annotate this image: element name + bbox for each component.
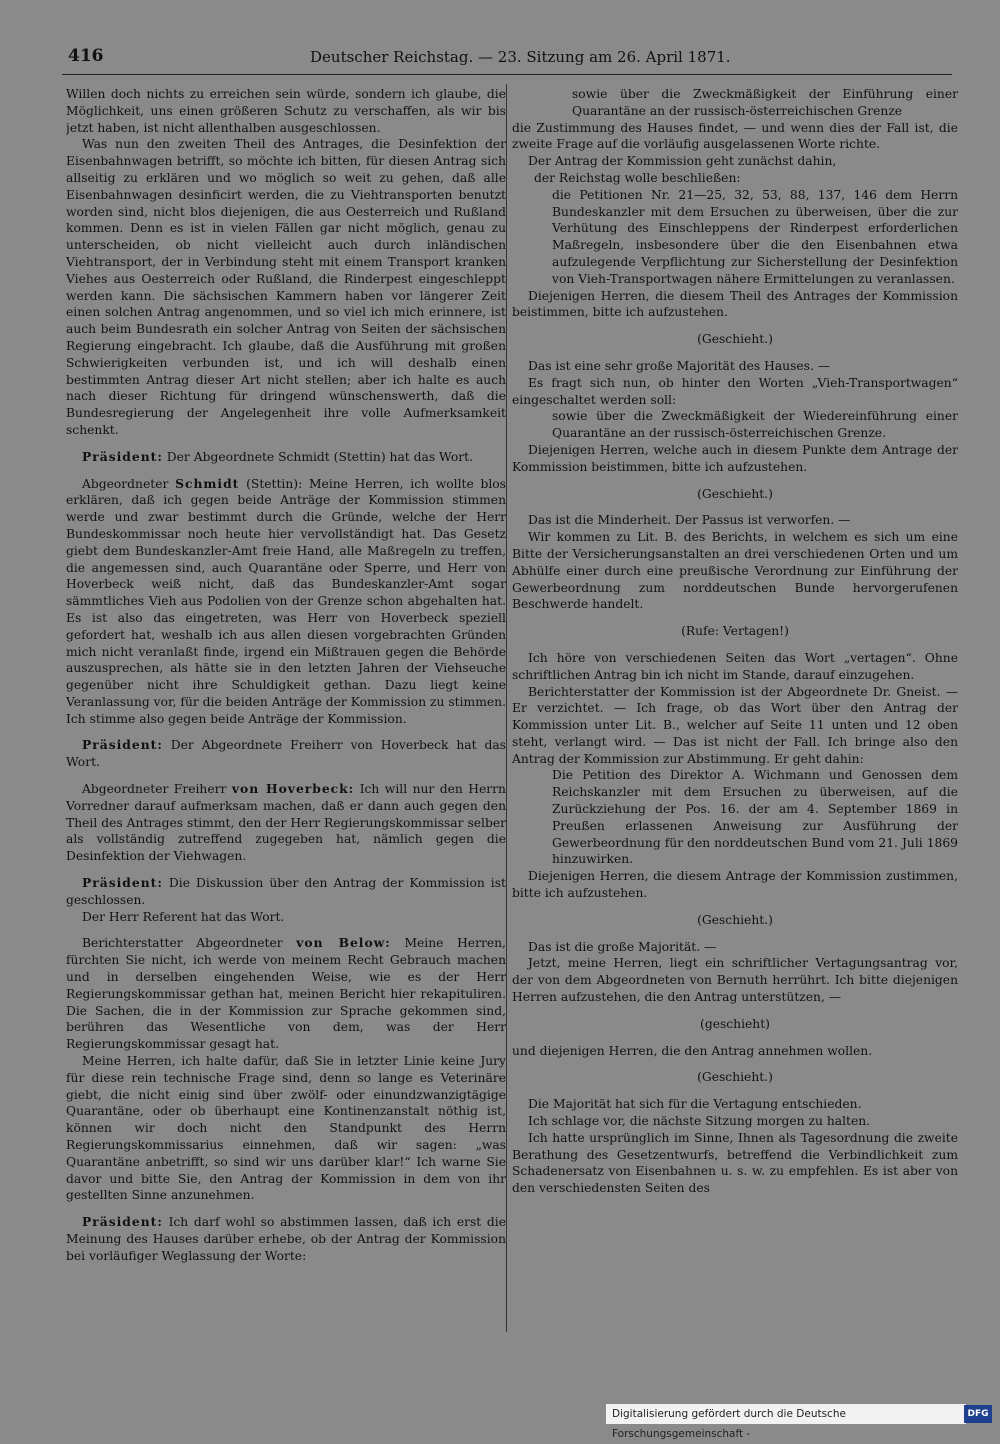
paragraph: Ich höre von verschiedenen Seiten das Wort „vertagen“. Ohne schriftlichen Antrag bin ich nicht im Stande, darauf einzugehen. <box>512 650 958 682</box>
paragraph: Was nun den zweiten Theil des Antrages, die Desinfektion der Eisenbahnwagen betrifft, so möchte ich bitten, für diesen Antrag sich allseitig zu erklären und wo möglich so weit zu gehen, daß alle Eisenbahnwagen desinficirt werden, die zu Viehtransporten benutzt worden sind, nicht blos diejenigen, die aus Oesterreich und Rußland kommen. Denn es ist in vielen Fällen gar nicht möglich, genau zu unterscheiden, ob nicht vielleicht auch durch inländischen Viehtransport, der in Verbindung steht mit einem Transport kranken Viehes aus Oesterreich oder Rußland, die Rinderpest eingeschleppt werden kann. Die sächsischen Kammern haben vor längerer Zeit einen solchen Antrag angenommen, und so viel ich mich erinnere, ist auch beim Bundesrath ein solcher Antrag von Seiten der sächsischen Regierung eingebracht. Ich glaube, daß die Ausführung mit großen Schwierigkeiten verbunden ist, und ich will deshalb einen bestimmten Antrag dieser Art nicht stellen; aber ich halte es auch nach dieser Richtung für dringend wünschenswerth, daß die Bundesregierung der Angelegenheit ihre volle Aufmerksamkeit schenkt. <box>66 137 506 437</box>
paragraph: Meine Herren, ich halte dafür, daß Sie in letzter Linie keine Jury für diese rein technische Frage sind, denn so lange es Veterinäre giebt, die nicht einig sind über zwölf- oder einundzwanzigtägige Quarantäne, oder ob überhaupt eine Kontinenzanstalt nöthig ist, können wir doch nicht den Standpunkt des Herrn Regierungskommissarius einnehmen, daß wir sagen: „was Quarantäne anbetrifft, so sind wir uns darüber klar!“ Ich warne Sie davor und bitte Sie, den Antrag der Kommission in dem von ihr gestellten Sinne anzunehmen. <box>66 1054 506 1203</box>
speaker-name: von Hoverbeck: <box>231 781 355 797</box>
paragraph: der Reichstag wolle beschließen: <box>534 170 741 185</box>
paragraph: Präsident: Der Abgeordnete Schmidt (Stettin) hat das Wort. <box>82 448 473 464</box>
paragraph: Willen doch nichts zu erreichen sein würde, sondern ich glaube, die Möglichkeit, uns einen größeren Schutz zu verschaffen, als wir bis jetzt haben, ist nicht allenthalben ausgeschlossen. <box>66 87 506 135</box>
paragraph: und diejenigen Herren, die den Antrag annehmen wollen. <box>512 1043 873 1058</box>
quoted-motion: sowie über die Zweckmäßigkeit der Wiedereinführung einer Quarantäne an der russisch-österreichischen Grenze. <box>552 409 958 441</box>
paragraph: Der Herr Referent hat das Wort. <box>82 909 285 924</box>
stage-direction: (Geschieht.) <box>697 912 773 927</box>
paragraph: Diejenigen Herren, die diesem Theil des Antrages der Kommission beistimmen, bitte ich aufzustehen. <box>512 288 958 320</box>
left-column <box>66 86 506 1336</box>
paragraph: Ich hatte ursprünglich im Sinne, Ihnen als Tagesordnung die zweite Berathung des Gesetzentwurfs, betreffend die Verbindlichkeit zum Schadenersatz von Eisenbahnen u. s. w. zu empfehlen. Es ist aber von den verschiedensten Seiten des <box>512 1130 958 1196</box>
paragraph: Die Majorität hat sich für die Vertagung entschieden. <box>528 1097 862 1112</box>
stage-direction: (Geschieht.) <box>697 332 773 347</box>
paragraph: Präsident: Ich darf wohl so abstimmen lassen, daß ich erst die Meinung des Hauses darüber erhebe, ob der Antrag der Kommission bei vorläufiger Weglassung der Worte: <box>66 1214 506 1263</box>
speaker-name: von Below: <box>296 935 391 951</box>
stage-direction: (Rufe: Vertagen!) <box>681 624 789 639</box>
speaker-name: Präsident: <box>82 448 163 464</box>
column-divider <box>506 84 507 1332</box>
stage-direction: (Geschieht.) <box>697 1070 773 1085</box>
page-number: 416 <box>68 46 104 66</box>
paragraph: Jetzt, meine Herren, liegt ein schriftlicher Vertagungsantrag vor, der von dem Abgeordneten von Bernuth herrührt. Ich bitte diejenigen Herren aufzustehen, die den Antrag unterstützen, — <box>512 956 958 1005</box>
paragraph: Berichterstatter der Kommission ist der Abgeordnete Dr. Gneist. — Er verzichtet. — Ich frage, ob das Wort über den Antrag der Kommission unter Lit. B., welcher auf Seite 11 unten und 12 oben steht, verlangt wird. — Das ist nicht der Fall. Ich bringe also den Antrag der Kommission zur Abstimmung. Er geht dahin: <box>512 684 958 766</box>
paragraph: Abgeordneter Freiherr von Hoverbeck: Ich will nur den Herrn Vorredner darauf aufmerksam machen, daß er dann auch gegen den Theil des Antrages stimmt, den der Herr Regierungskommissar selber als vollständig zutreffend zugegeben hat, nämlich gegen die Desinfektion der Viehwagen. <box>66 781 506 864</box>
quoted-motion: Die Petition des Direktor A. Wichmann und Genossen dem Reichskanzler mit dem Ersuchen zu überweisen, auf die Zurückziehung der Pos. 16. der am 4. September 1869 in Preußen erlassenen Anweisung zur Ausführung der Gewerbeordnung für den norddeutschen Bund vom 21. Juli 1869 hinzuwirken. <box>552 768 958 867</box>
paragraph: Präsident: Der Abgeordnete Freiherr von Hoverbeck hat das Wort. <box>66 737 506 770</box>
paragraph: Ich schlage vor, die nächste Sitzung morgen zu halten. <box>528 1114 871 1129</box>
paragraph: Der Antrag der Kommission geht zunächst dahin, <box>528 154 837 169</box>
paragraph: Abgeordneter Schmidt (Stettin): Meine Herren, ich wollte blos erklären, daß ich gegen beide Anträge der Kommission stimmen werde und zwar bestimmt durch die Gründe, welche der Herr Bundeskommissar noch heute hier vervollständigt hat. Das Gesetz giebt dem Bundeskanzler-Amt freie Hand, alle Maßregeln zu treffen, die angemessen sind, auch Quarantäne oder Sperre, und Herr von Hoverbeck weiß nicht, daß das Bundeskanzler-Amt sogar sämmtliches Vieh aus Podolien von der Grenze schon abgehalten hat. Es ist also das eingetreten, was Herr von Hoverbeck speziell gefordert hat, weshalb ich aus allen diesen vorgebrachten Gründen mich nicht veranlaßt finde, irgend ein Mißtrauen gegen die Behörde auszusprechen, als hätte sie in den letzten Jahren der Viehseuche gegenüber nicht ihre Schuldigkeit gethan. Dazu liegt keine Veranlassung vor, für die beiden Anträge der Kommission zu stimmen. Ich stimme also gegen beide Anträge der Kommission. <box>66 475 506 726</box>
digitization-credit: Digitalisierung gefördert durch die Deutsche Forschungsgemeinschaft - <box>606 1404 966 1424</box>
stage-direction: (Geschieht.) <box>697 486 773 501</box>
paragraph: Berichterstatter Abgeordneter von Below: Meine Herren, fürchten Sie nicht, ich werde von meinem Recht Gebrauch machen und in derselben eingehenden Weise, wie es der Herr Regierungskommissar gethan hat, meinen Bericht hier rekapituliren. Die Sachen, die in der Kommission zur Sprache gekommen sind, berühren das Wesentliche von dem, was der Herr Regierungskommissar gesagt hat. <box>66 935 506 1052</box>
paragraph: Das ist eine sehr große Majorität des Hauses. — <box>528 358 831 373</box>
dfg-logo: DFG <box>964 1405 992 1423</box>
paragraph: Präsident: Die Diskussion über den Antrag der Kommission ist geschlossen. <box>66 875 506 907</box>
stage-direction: (geschieht) <box>700 1016 770 1031</box>
speaker-name: Schmidt <box>175 475 240 491</box>
paragraph: Diejenigen Herren, welche auch in diesem Punkte dem Antrage der Kommission beistimmen, bitte ich aufzustehen. <box>512 442 958 474</box>
paragraph: Das ist die Minderheit. Der Passus ist verworfen. — <box>528 513 851 528</box>
quoted-motion: sowie über die Zweckmäßigkeit der Einführung einer Quarantäne an der russisch-österreichischen Grenze <box>572 87 958 118</box>
quoted-motion: die Petitionen Nr. 21—25, 32, 53, 88, 137, 146 dem Herrn Bundeskanzler mit dem Ersuchen zu überweisen, über die zur Verhütung des Einschleppens der Rinderpest erforderlichen Maßregeln, insbesondere über die den Eisenbahnen etwa aufzulegende Verpflichtung zur Sicherstellung der Desinfektion von Vieh-Transportwagen nähere Ermittelungen zu veranlassen. <box>552 187 958 286</box>
paragraph: Wir kommen zu Lit. B. des Berichts, in welchem es sich um eine Bitte der Versicherungsanstalten an drei verschiedenen Orten und um Abhülfe einer durch eine preußische Verordnung zur Einführung der Gewerbeordnung zum norddeutschen Bunde hervorgerufenen Beschwerde handelt. <box>512 530 958 612</box>
paragraph: Diejenigen Herren, die diesem Antrage der Kommission zustimmen, bitte ich aufzustehen. <box>512 869 958 901</box>
right-column <box>512 86 958 1336</box>
paragraph: die Zustimmung des Hauses findet, — und wenn dies der Fall ist, die zweite Frage auf die vorläufig ausgelassenen Worte richte. <box>512 120 958 152</box>
speaker-name: Präsident: <box>82 737 163 753</box>
paragraph: Es fragt sich nun, ob hinter den Worten „Vieh-Transportwagen“ eingeschaltet werden soll: <box>512 375 958 407</box>
speaker-name: Präsident: <box>82 875 163 891</box>
page-header <box>62 44 952 75</box>
page-heading: Deutscher Reichstag. — 23. Sitzung am 26. April 1871. <box>310 48 731 66</box>
paragraph: Das ist die große Majorität. — <box>528 939 717 954</box>
speaker-name: Präsident: <box>82 1214 163 1230</box>
